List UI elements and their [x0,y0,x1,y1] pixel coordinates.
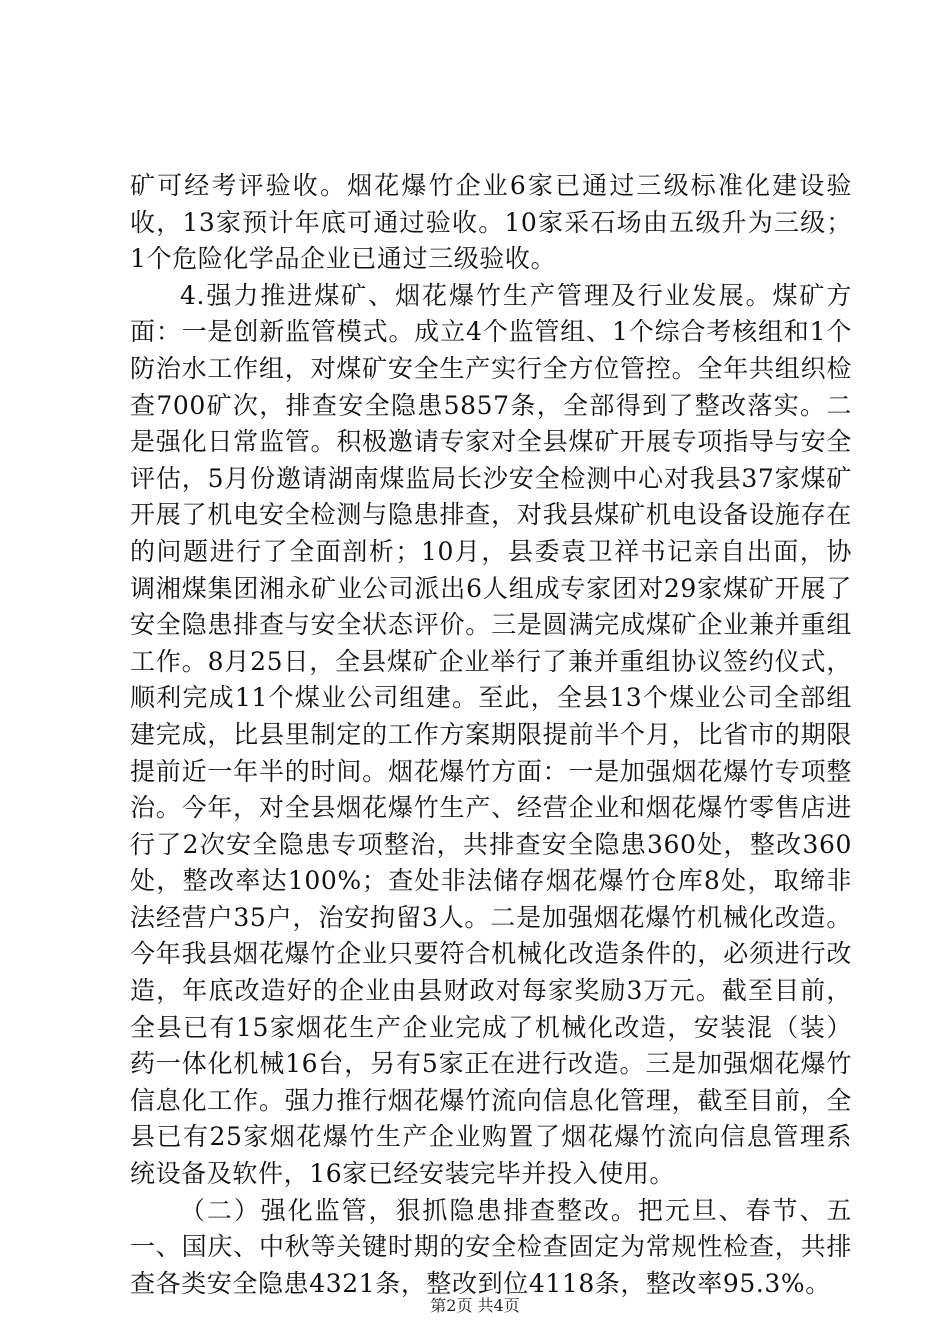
page-number-footer: 第2页 共4页 [430,1296,520,1315]
paragraph-continuation: 矿可经考评验收。烟花爆竹企业6家已通过三级标准化建设验收，13家预计年底可通过验收。10家采石场由五级升为三级；1个危险化学品企业已通过三级验收。 [130,171,852,274]
document-body [130,168,852,1302]
paragraph-section-2: （二）强化监管，狠抓隐患排查整改。把元旦、春节、五一、国庆、中秋等关键时期的安全检查固定为常规性检查，共排查各类安全隐患4321条，整改到位4118条，整改率95.3%。 [130,1195,852,1298]
paragraph-section-4: 4.强力推进煤矿、烟花爆竹生产管理及行业发展。煤矿方面：一是创新监管模式。成立4个监管组、1个综合考核组和1个防治水工作组，对煤矿安全生产实行全方位管控。全年共组织检查700矿次，排查安全隐患5857条，全部得到了整改落实。二是强化日常监管。积极邀请专家对全县煤矿开展专项指导与安全评估，5月份邀请湖南煤监局长沙安全检测中心对我县37家煤矿开展了机电安全检测与隐患排查，对我县煤矿机电设备设施存在的问题进行了全面剖析；10月，县委袁卫祥书记亲自出面，协调湘煤集团湘永矿业公司派出6人组成专家团对29家煤矿开展了安全隐患排查与安全状态评价。三是圆满完成煤矿企业兼并重组工作。8月25日，全县煤矿企业举行了兼并重组协议签约仪式，顺利完成11个煤业公司组建。至此，全县13个煤业公司全部组建完成，比县里制定的工作方案期限提前半个月，比省市的期限提前近一年半的时间。烟花爆竹方面：一是加强烟花爆竹专项整治。今年，对全县烟花爆竹生产、经营企业和烟花爆竹零售店进行了2次安全隐患专项整治，共排查安全隐患360处，整改360处，整改率达100%；查处非法储存烟花爆竹仓库8处，取缔非法经营户35户，治安拘留3人。二是加强烟花爆竹机械化改造。今年我县烟花爆竹企业只要符合机械化改造条件的，必须进行改造，年底改造好的企业由县财政对每家奖励3万元。截至目前，全县已有15家烟花生产企业完成了机械化改造，安装混（装）药一体化机械16台，另有5家正在进行改造。三是加强烟花爆竹信息化工作。强力推行烟花爆竹流向信息化管理，截至目前，全县已有25家烟花爆竹生产企业购置了烟花爆竹流向信息管理系统设备及软件，16家已经安装完毕并投入使用。 [130,280,852,1189]
